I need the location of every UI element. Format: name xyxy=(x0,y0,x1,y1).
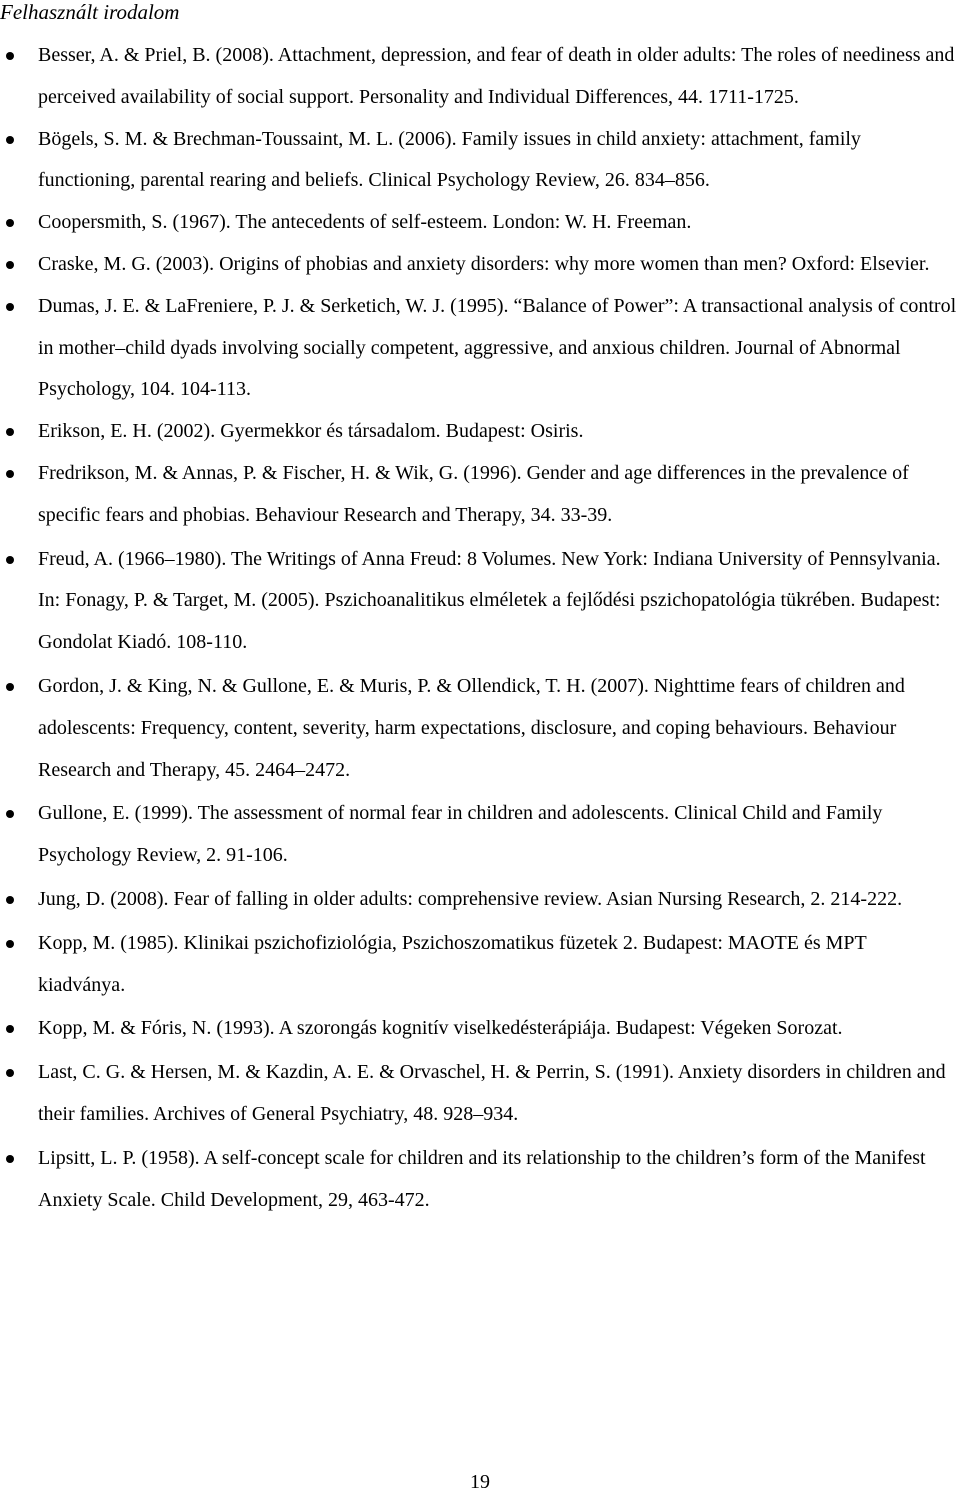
reference-text: Coopersmith, S. (1967). The antecedents of self-esteem. London: W. H. Freeman. xyxy=(38,211,692,234)
bullet-icon xyxy=(6,556,14,564)
reference-text: Bögels, S. M. & Brechman-Toussaint, M. L. (2006). Family issues in child anxiety: attachment, family functioning, parental rearing and beliefs. Clinical Psychology Review, 26. 834–856. xyxy=(38,127,861,192)
section-heading: Felhasznált irodalom xyxy=(0,0,180,24)
reference-item xyxy=(38,1138,958,1222)
reference-text: Last, C. G. & Hersen, M. & Kazdin, A. E. & Orvaschel, H. & Perrin, S. (1991). Anxiety disorders in children and their families. Archives of General Psychiatry, 48. 928–934. xyxy=(38,1061,946,1125)
reference-item xyxy=(38,1008,958,1050)
bullet-icon xyxy=(6,303,14,311)
reference-text: Jung, D. (2008). Fear of falling in older adults: comprehensive review. Asian Nursing Research, 2. 214-222. xyxy=(38,887,903,910)
bullet-icon xyxy=(6,683,14,691)
reference-item xyxy=(38,244,958,286)
reference-item xyxy=(38,411,958,453)
bullet-icon xyxy=(6,470,14,478)
reference-item xyxy=(38,793,958,877)
bullet-icon xyxy=(6,136,14,144)
reference-text: Craske, M. G. (2003). Origins of phobias and anxiety disorders: why more women than men? Oxford: Elsevier. xyxy=(38,252,930,275)
reference-item xyxy=(38,286,958,411)
bullet-icon xyxy=(6,1025,14,1033)
reference-text: Kopp, M. & Fóris, N. (1993). A szorongás kognitív viselkedésterápiája. Budapest: Végeken Sorozat. xyxy=(38,1017,843,1040)
bullet-icon xyxy=(6,428,14,436)
reference-item xyxy=(38,119,958,203)
bullet-icon xyxy=(6,810,14,818)
reference-item xyxy=(38,1052,958,1136)
bullet-icon xyxy=(6,261,14,269)
reference-text: Lipsitt, L. P. (1958). A self-concept scale for children and its relationship to the children’s form of the Manifest Anxiety Scale. Child Development, 29, 463-472. xyxy=(38,1146,926,1211)
reference-item xyxy=(38,923,958,1007)
reference-text: Erikson, E. H. (2002). Gyermekkor és társadalom. Budapest: Osiris. xyxy=(38,420,584,443)
bullet-icon xyxy=(6,1155,14,1163)
bullet-icon xyxy=(6,52,14,60)
reference-text: Gordon, J. & King, N. & Gullone, E. & Muris, P. & Ollendick, T. H. (2007). Nighttime fears of children and adolescents: Frequency, content, severity, harm expectations, disclosure, and coping behaviours. Behaviour Research and Therapy, 45. 2464–2472. xyxy=(38,674,905,781)
bullet-icon xyxy=(6,219,14,227)
reference-item xyxy=(38,453,958,537)
reference-text: Dumas, J. E. & LaFreniere, P. J. & Serketich, W. J. (1995). “Balance of Power”: A transactional analysis of control in mother–child dyads involving socially competent, aggressive, and anxious children. Journal of Abnormal Psychology, 104. 104-113. xyxy=(38,294,957,401)
reference-item xyxy=(38,666,958,791)
reference-item xyxy=(38,202,958,244)
reference-item xyxy=(38,539,958,664)
reference-text: Besser, A. & Priel, B. (2008). Attachment, depression, and fear of death in older adults: The roles of neediness and perceived availability of social support. Personality and Individual Differences, 44. 1711-1725. xyxy=(38,44,955,108)
bullet-icon xyxy=(6,896,14,904)
page-number: 19 xyxy=(470,1471,490,1493)
reference-item xyxy=(38,879,958,921)
reference-list xyxy=(38,35,958,1221)
reference-text: Gullone, E. (1999). The assessment of normal fear in children and adolescents. Clinical Child and Family Psychology Review, 2. 91-106. xyxy=(38,802,883,867)
bullet-icon xyxy=(6,940,14,948)
reference-text: Fredrikson, M. & Annas, P. & Fischer, H. & Wik, G. (1996). Gender and age differences in the prevalence of specific fears and phobias. Behaviour Research and Therapy, 34. 33-39. xyxy=(38,461,909,526)
bullet-icon xyxy=(6,1069,14,1077)
reference-item xyxy=(38,35,958,119)
reference-text: Freud, A. (1966–1980). The Writings of Anna Freud: 8 Volumes. New York: Indiana University of Pennsylvania. In: Fonagy, P. & Target, M. (2005). Pszichoanalitikus elméletek a fejlődési pszichopatológia tükrében. Budapest: Gondolat Kiadó. 108-110. xyxy=(38,547,941,654)
reference-text: Kopp, M. (1985). Klinikai pszichofiziológia, Pszichoszomatikus füzetek 2. Budapest: MAOTE és MPT kiadványa. xyxy=(38,931,867,996)
